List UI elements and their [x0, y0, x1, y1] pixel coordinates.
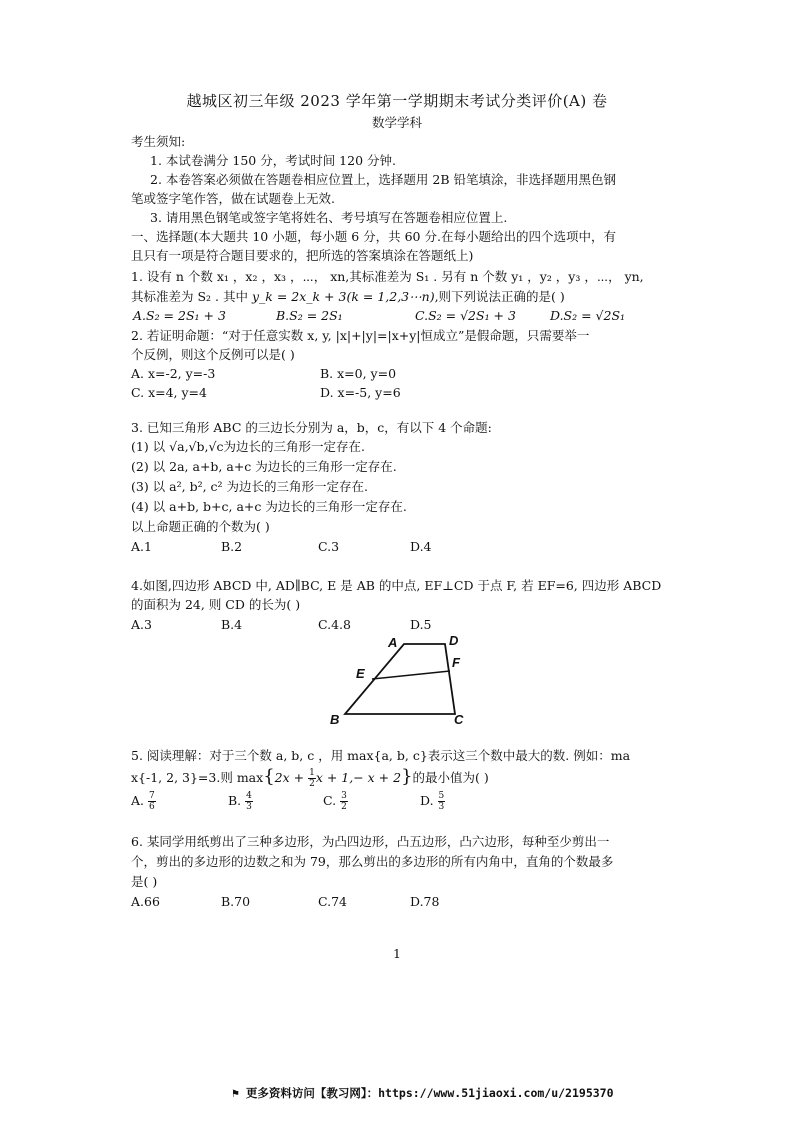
q5-option-c: C. $\frac{3}{2}$: [323, 791, 347, 812]
q6-option-c: C.74: [318, 894, 347, 909]
q3-option-b: B.2: [221, 539, 243, 554]
q6-line1: 6. 某同学用纸剪出了三种多边形，为凸四边形，凸五边形，凸六边形，每种至少剪出一: [131, 834, 610, 849]
q3-option-d: D.4: [410, 539, 432, 554]
q1-line2: [131, 288, 565, 306]
q1-line1: 1. 设有 n 个数 x₁ ，x₂ ，x₃ ，⋯， xn,其标准差为 S₁ . 另有 n 个数 y₁ ，y₂ ，y₃ ，⋯， yn,: [131, 269, 644, 284]
label-f: F: [452, 655, 460, 670]
q6-option-d: D.78: [410, 894, 440, 909]
q2-option-c: C. x=4, y=4: [131, 385, 207, 400]
q3-prop1: (1) 以 √a,√b,√c为边长的三角形一定存在.: [131, 439, 365, 454]
q1-formula: y_k = 2x_k + 3(k = 1,2,3⋯n): [251, 289, 435, 304]
q5-option-b: B. $\frac{4}{3}$: [228, 791, 252, 812]
q4-option-c: C.4.8: [318, 617, 351, 632]
notice-item-2-cont: 笔或签字笔作答，做在试题卷上无效.: [131, 191, 335, 206]
q1-option-d: D.S₂ = √2S₁: [550, 308, 626, 323]
segment-ef: [372, 671, 450, 679]
q3-option-c: C.3: [318, 539, 340, 554]
notice-item-1: 1. 本试卷满分 150 分，考试时间 120 分钟.: [150, 153, 396, 168]
q3-ask: 以上命题正确的个数为( ): [131, 519, 270, 534]
q1-option-a: A.S₂ = 2S₁ + 3: [133, 308, 226, 323]
q6-option-b: B.70: [221, 894, 251, 909]
q5-line1: 5. 阅读理解：对于三个数 a, b, c ，用 max{a, b, c}表示这三个数中最大的数. 例如：ma: [131, 748, 631, 763]
q3-prop3: (3) 以 a², b², c² 为边长的三角形一定存在.: [131, 479, 368, 494]
label-e: E: [356, 666, 365, 681]
q3-option-a: A.1: [131, 539, 152, 554]
page-number: 1: [393, 946, 401, 961]
q5-formula-part1: 2x +: [274, 770, 305, 785]
q6-option-a: A.66: [131, 894, 160, 909]
q5-fraction: $\frac{1}{2}$: [309, 768, 315, 789]
q2-option-b: B. x=0, y=0: [320, 366, 397, 381]
q6-line3: 是( ): [131, 874, 158, 889]
label-c: C: [454, 712, 464, 727]
q5-option-a: A. $\frac{7}{6}$: [131, 791, 155, 812]
q1-option-c: C.S₂ = √2S₁ + 3: [415, 308, 516, 323]
q1-line2-prefix: 其标准差为 S₂ . 其中: [131, 289, 248, 304]
q3-prop4: (4) 以 a+b, b+c, a+c 为边长的三角形一定存在.: [131, 499, 407, 514]
notice-item-3: 3. 请用黑色钢笔或签字笔将姓名、考号填写在答题卷相应位置上.: [150, 210, 508, 225]
notice-item-2: 2. 本卷答案必须做在答题卷相应位置上，选择题用 2B 铅笔填涂，非选择题用黑色钢: [150, 172, 616, 187]
q3-prop2: (2) 以 2a, a+b, a+c 为边长的三角形一定存在.: [131, 459, 397, 474]
q1-option-b: B.S₂ = 2S₁: [276, 308, 343, 323]
section1-line2: 且只有一项是符合题目要求的，把所选的答案填涂在答题纸上): [131, 248, 474, 263]
flag-icon: ⚑: [232, 1086, 239, 1100]
q4-option-b: B.4: [221, 617, 243, 632]
q2-line1: 2. 若证明命题：“对于任意实数 x, y, |x|+|y|=|x+y|恒成立”是假命题，只需要举一: [131, 328, 590, 343]
label-b: B: [330, 712, 340, 727]
q5-line2-suffix: 的最小值为( ): [412, 770, 489, 785]
q5-line2-prefix: x{-1, 2, 3}=3.则: [131, 770, 233, 785]
section1-line1: 一、选择题(本大题共 10 小题，每小题 6 分，共 60 分.在每小题给出的四个选项中，有: [131, 229, 616, 244]
footer-link[interactable]: 更多资料访问【教习网】：https://www.51jiaoxi.com/u/2195370: [245, 1086, 614, 1100]
q2-line2: 个反例，则这个反例可以是( ): [131, 347, 295, 362]
q5-option-d: D. $\frac{5}{3}$: [420, 791, 445, 812]
label-d: D: [449, 633, 459, 648]
q1-line2-suffix: ,则下列说法正确的是( ): [434, 289, 565, 304]
footer: [232, 1084, 614, 1102]
q2-option-a: A. x=-2, y=-3: [131, 366, 216, 381]
notice-heading: 考生须知:: [131, 134, 186, 149]
q2-option-d: D. x=-5, y=6: [320, 385, 401, 400]
q3-line1: 3. 已知三角形 ABC 的三边长分别为 a，b，c，有以下 4 个命题:: [131, 420, 492, 435]
q4-line2: 的面积为 24, 则 CD 的长为( ): [131, 597, 301, 612]
q4-option-d: D.5: [410, 617, 432, 632]
exam-subtitle: 数学学科: [371, 115, 422, 130]
label-a: A: [388, 635, 398, 650]
q4-quadrilateral-figure: [320, 630, 480, 730]
q4-line1: 4.如图,四边形 ABCD 中, AD∥BC, E 是 AB 的中点, EF⊥CD 于点 F, 若 EF=6, 四边形 ABCD: [131, 578, 662, 593]
q4-option-a: A.3: [131, 617, 152, 632]
exam-title: 越城区初三年级 2023 学年第一学期期末考试分类评价(A) 卷: [186, 92, 608, 110]
q5-line2: x{-1, 2, 3}=3.则 max{2x + $\frac{1}{2}$ x + 1,− x + 2}的最小值为( ): [131, 766, 489, 789]
q5-formula-part2: x + 1,− x + 2: [315, 770, 402, 785]
q6-line2: 个，剪出的多边形的边数之和为 79，那么剪出的多边形的所有内角中，直角的个数最多: [131, 854, 614, 869]
q5-max: max: [236, 770, 264, 785]
